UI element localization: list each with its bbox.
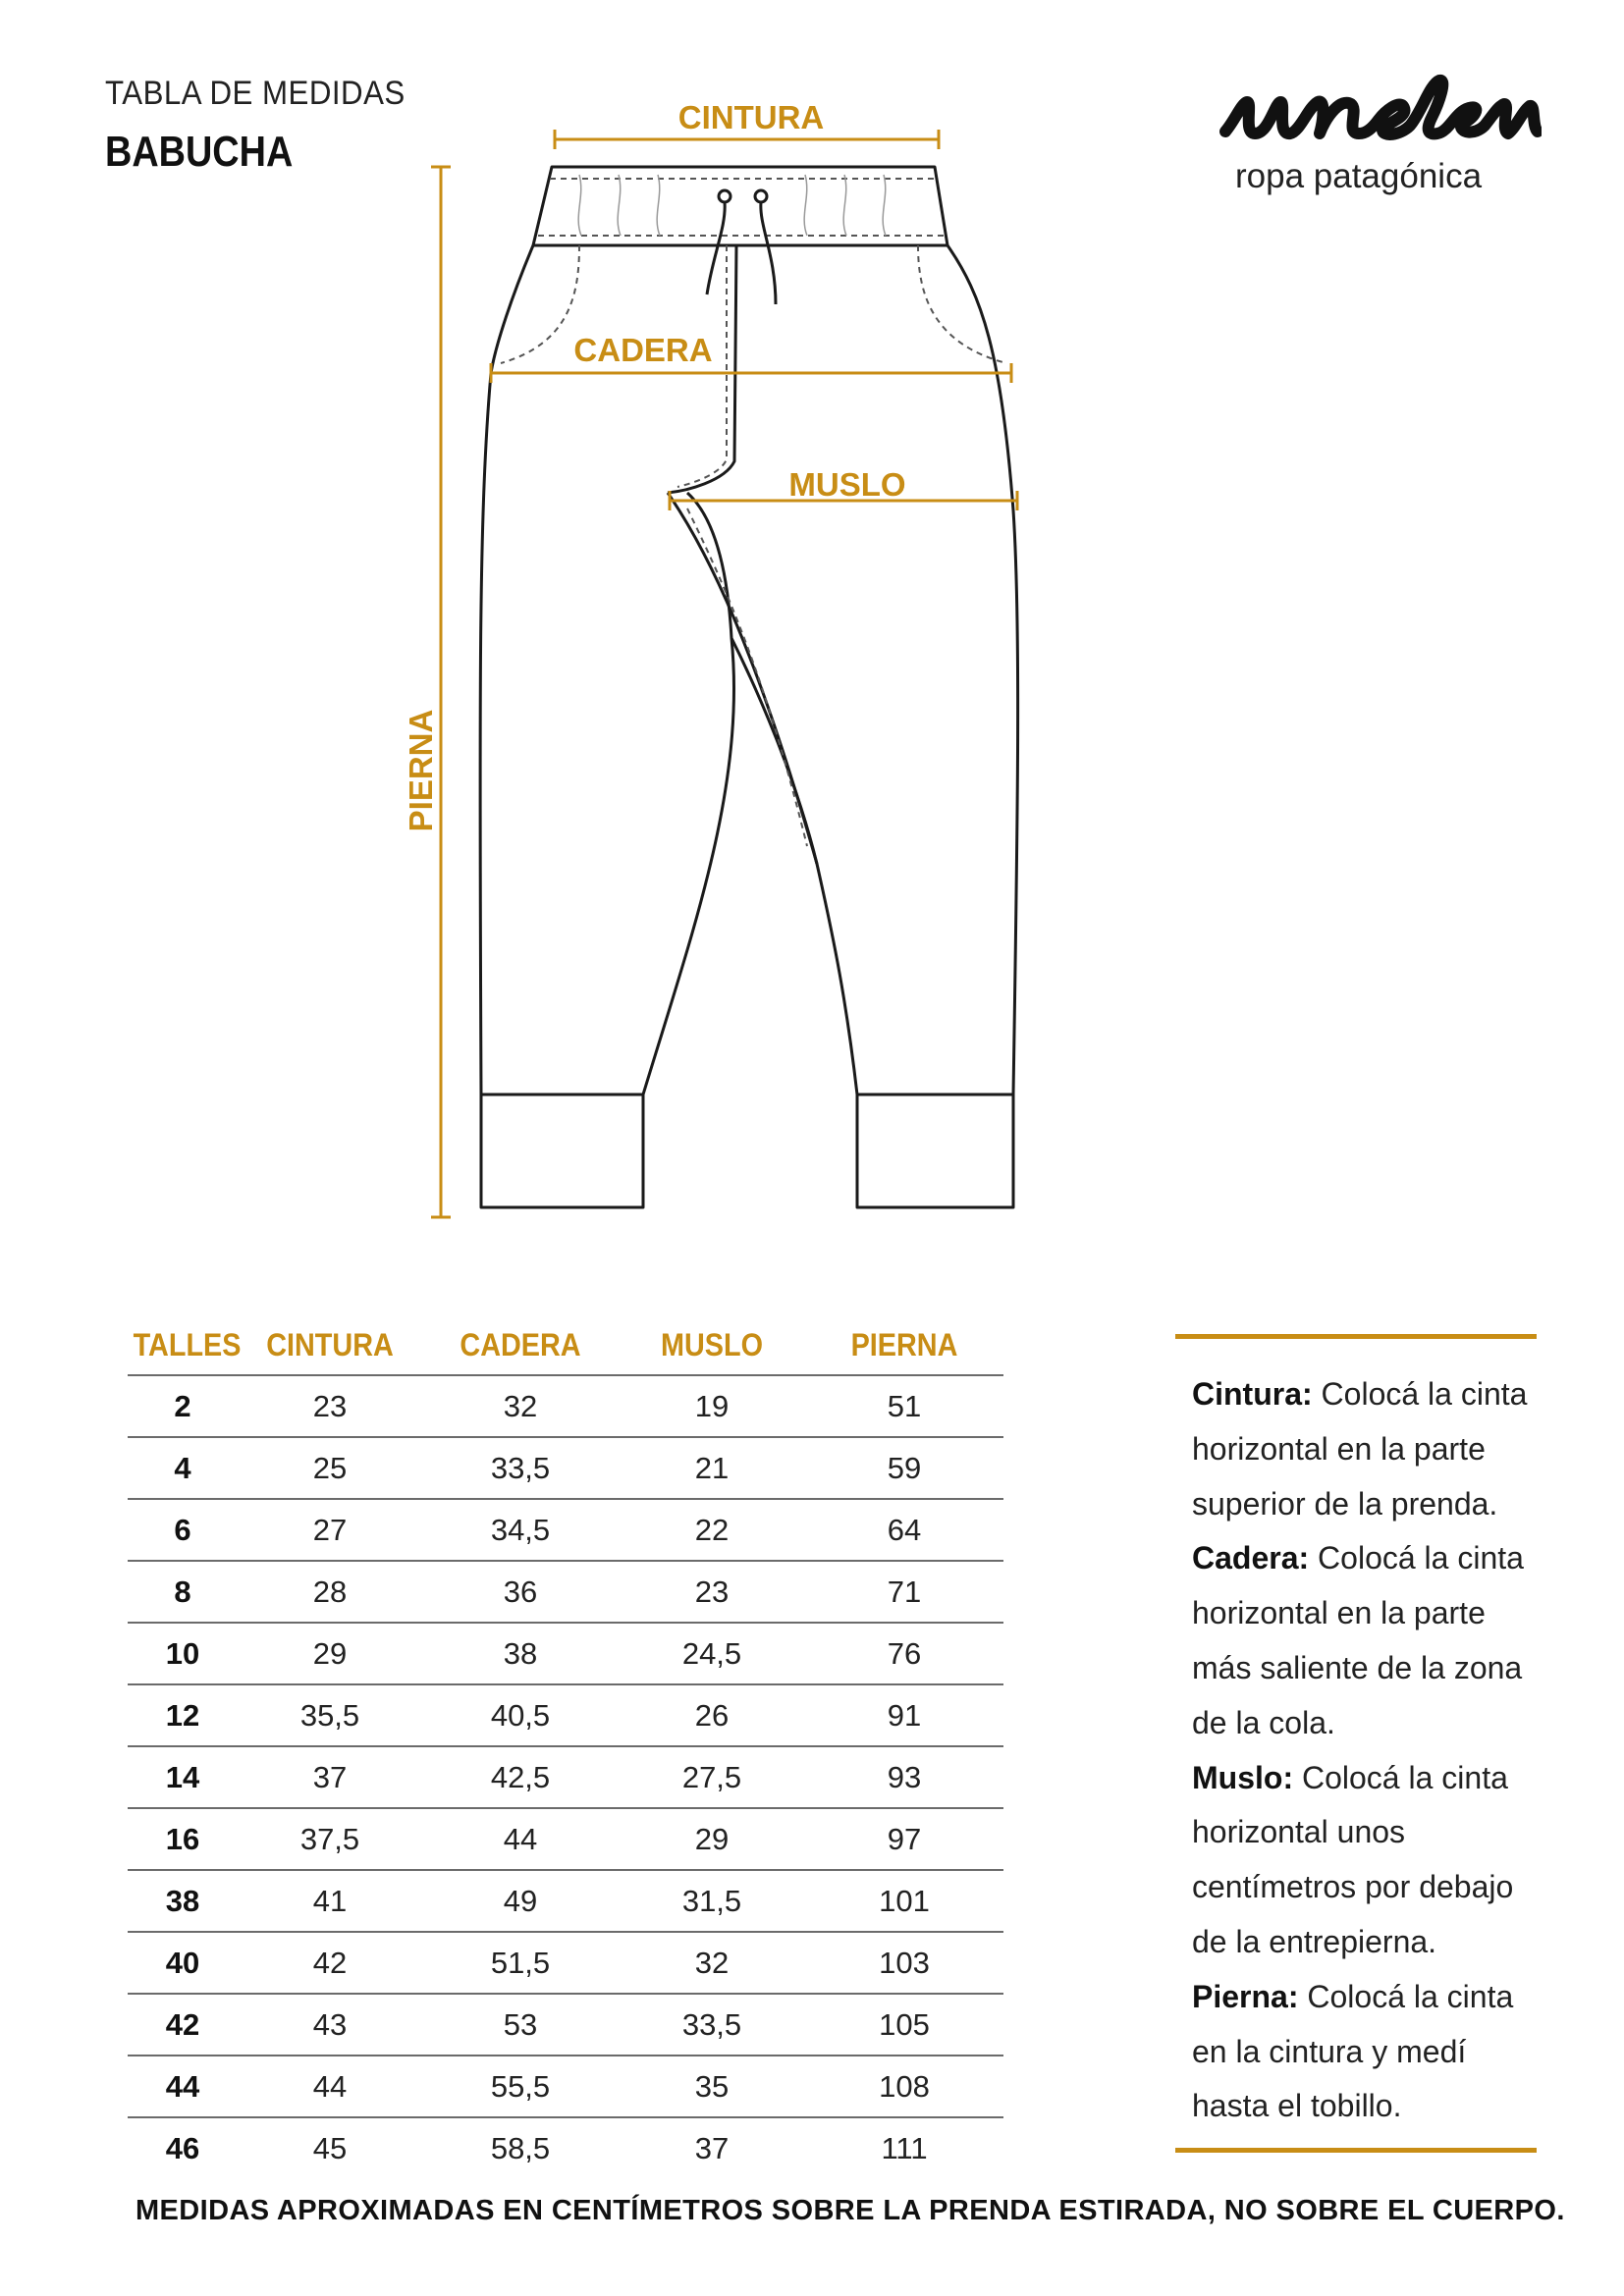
cell-size: 14 [165, 1759, 200, 1794]
table-row [128, 1374, 1003, 1436]
cell-muslo: 31,5 [681, 1883, 742, 1918]
table-row [128, 1622, 1003, 1683]
cell-size: 4 [174, 1450, 191, 1485]
table-row [128, 1931, 1003, 1993]
note-text: Colocá la cinta horizontal unos centímetros por debajo de la entrepierna. [1192, 1759, 1514, 1959]
cell-pierna: 64 [887, 1512, 922, 1547]
footer-disclaimer: MEDIDAS APROXIMADAS EN CENTÍMETROS SOBRE LA PRENDA ESTIRADA, NO SOBRE EL CUERPO. [135, 2195, 1565, 2226]
cell-size: 44 [165, 2068, 200, 2104]
cell-cadera: 53 [503, 2006, 538, 2042]
cell-cadera: 58,5 [490, 2130, 551, 2165]
table-row [128, 1869, 1003, 1931]
note-text: Colocá la cinta horizontal en la parte más saliente de la zona de la cola. [1192, 1540, 1524, 1740]
header-muslo: MUSLO [660, 1326, 763, 1362]
table-row [128, 1498, 1003, 1560]
cell-pierna: 91 [887, 1697, 922, 1733]
note-term: Pierna: [1192, 1978, 1299, 2014]
cell-muslo: 37 [694, 2130, 730, 2165]
table-row [128, 2055, 1003, 2116]
cell-pierna: 97 [887, 1821, 922, 1856]
measurement-notes [1192, 1367, 1536, 2134]
cell-pierna: 93 [887, 1759, 922, 1794]
note-cintura [1192, 1367, 1536, 1531]
header-cadera: CADERA [460, 1326, 581, 1362]
label-cintura: CINTURA [677, 99, 825, 135]
cell-cadera: 51,5 [490, 1945, 551, 1980]
notes-rule-bottom [1175, 2148, 1537, 2153]
cell-size: 2 [174, 1388, 191, 1423]
note-term: Muslo: [1192, 1759, 1294, 1795]
cell-muslo: 19 [694, 1388, 730, 1423]
table-row [128, 2116, 1003, 2178]
note-muslo [1192, 1751, 1536, 1970]
stitch-lines [501, 179, 1006, 846]
cell-pierna: 76 [887, 1635, 922, 1671]
label-cadera: CADERA [573, 332, 713, 368]
cell-muslo: 21 [694, 1450, 730, 1485]
table-row [128, 1436, 1003, 1498]
cell-pierna: 101 [879, 1883, 930, 1918]
cell-cintura: 25 [312, 1450, 348, 1485]
cell-muslo: 24,5 [681, 1635, 742, 1671]
cell-muslo: 33,5 [681, 2006, 742, 2042]
page-subtitle: TABLA DE MEDIDAS [105, 75, 406, 112]
cell-cintura: 29 [312, 1635, 348, 1671]
cell-muslo: 22 [694, 1512, 730, 1547]
size-table [128, 1315, 1003, 2178]
cell-pierna: 108 [879, 2068, 930, 2104]
table-row [128, 1993, 1003, 2055]
cell-muslo: 27,5 [681, 1759, 742, 1794]
waistband-gathers [578, 175, 886, 236]
cell-cintura: 41 [312, 1883, 348, 1918]
notes-rule-top [1175, 1334, 1537, 1339]
cell-cintura: 43 [312, 2006, 348, 2042]
cell-size: 10 [165, 1635, 200, 1671]
cell-cintura: 23 [312, 1388, 348, 1423]
note-text: Colocá la cinta en la cintura y medí hasta el tobillo. [1192, 1978, 1514, 2124]
cell-muslo: 29 [694, 1821, 730, 1856]
cell-cadera: 32 [503, 1388, 538, 1423]
cell-cintura: 42 [312, 1945, 348, 1980]
cell-muslo: 35 [694, 2068, 730, 2104]
cell-cintura: 45 [312, 2130, 348, 2165]
cell-pierna: 105 [879, 2006, 930, 2042]
cell-cintura: 37 [312, 1759, 348, 1794]
dimension-lines [431, 130, 1017, 1217]
header-cintura: CINTURA [266, 1326, 394, 1362]
cell-size: 12 [165, 1697, 200, 1733]
cell-size: 42 [165, 2006, 200, 2042]
table-row [128, 1745, 1003, 1807]
note-term: Cintura: [1192, 1376, 1313, 1412]
cell-cadera: 42,5 [490, 1759, 551, 1794]
cell-muslo: 23 [694, 1574, 730, 1609]
cell-pierna: 71 [887, 1574, 922, 1609]
cell-cadera: 33,5 [490, 1450, 551, 1485]
cell-pierna: 111 [881, 2130, 928, 2165]
note-term: Cadera: [1192, 1540, 1310, 1576]
table-header [128, 1315, 1003, 1374]
note-text: Colocá la cinta horizontal en la parte superior de la prenda. [1192, 1376, 1528, 1522]
label-muslo: MUSLO [788, 466, 906, 503]
brand-tagline: ropa patagónica [1235, 157, 1483, 195]
label-pierna: PIERNA [403, 709, 439, 832]
header-pierna: PIERNA [850, 1326, 958, 1362]
header-talles: TALLES [133, 1326, 242, 1362]
drawstring [707, 190, 776, 304]
cell-cintura: 28 [312, 1574, 348, 1609]
cell-size: 8 [174, 1574, 191, 1609]
table-row [128, 1560, 1003, 1622]
cell-pierna: 103 [879, 1945, 930, 1980]
page-title: BABUCHA [105, 128, 294, 176]
cell-size: 6 [174, 1512, 191, 1547]
table-row [128, 1807, 1003, 1869]
cell-cintura: 35,5 [299, 1697, 360, 1733]
cell-pierna: 51 [887, 1388, 922, 1423]
cell-cadera: 40,5 [490, 1697, 551, 1733]
cell-cadera: 34,5 [490, 1512, 551, 1547]
cell-cadera: 38 [503, 1635, 538, 1671]
cell-muslo: 26 [694, 1697, 730, 1733]
cell-cadera: 49 [503, 1883, 538, 1918]
cell-muslo: 32 [694, 1945, 730, 1980]
cell-cintura: 44 [312, 2068, 348, 2104]
note-pierna [1192, 1970, 1536, 2134]
cell-cadera: 36 [503, 1574, 538, 1609]
cell-cadera: 55,5 [490, 2068, 551, 2104]
cell-size: 46 [165, 2130, 200, 2165]
table-row [128, 1683, 1003, 1745]
cell-cintura: 27 [312, 1512, 348, 1547]
note-cadera [1192, 1531, 1536, 1750]
cell-pierna: 59 [887, 1450, 922, 1485]
cell-size: 16 [165, 1821, 200, 1856]
cell-cintura: 37,5 [299, 1821, 360, 1856]
cell-cadera: 44 [503, 1821, 538, 1856]
cell-size: 38 [165, 1883, 200, 1918]
cell-size: 40 [165, 1945, 200, 1980]
